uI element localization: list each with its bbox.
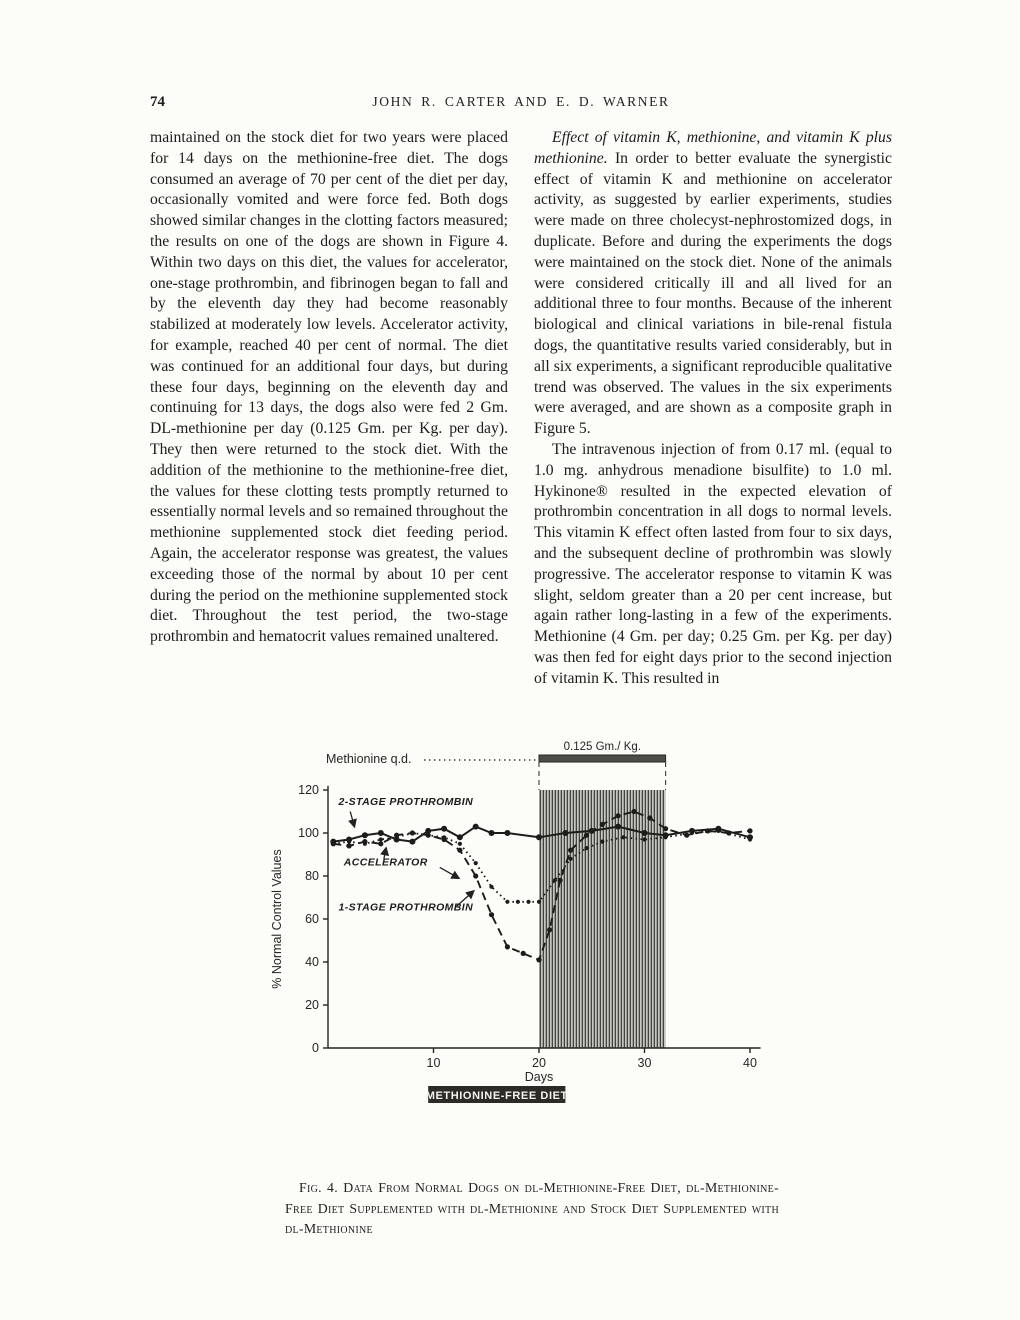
- svg-text:100: 100: [298, 826, 319, 840]
- left-column: [150, 128, 508, 690]
- body-columns: [150, 128, 892, 690]
- svg-text:Days: Days: [524, 1070, 554, 1084]
- methionine-dose-annotation: [326, 741, 666, 790]
- chart-axes: [270, 783, 761, 1084]
- paragraph-text: In order to better evaluate the synergistic effect of vitamin K and methionine on accelerator activity, as suggested by earlier experiments, studies were made on three cholecyst-nephrostomized dogs, in duplicate. Before and during the experiments the dogs were maintained on the stock diet. None of the animals were considered critically ill and all lived for an additional three to four months. Because of the inherent biological and clinical variations in bile-renal fistula dogs, the quantitative results varied considerably, but in all six experiments, a significant reproducible qualitative trend was observed. The values in the six experiments were averaged, and are shown as a composite graph in Figure 5.: [534, 149, 892, 438]
- body-paragraph: The intravenous injection of from 0.17 ml. (equal to 1.0 mg. anhydrous menadione bisulfite) to 1.0 ml. Hykinone® resulted in the expected elevation of prothrombin concentration in all dogs to normal levels. This vitamin K effect often lasted from four to six days, and the subsequent decline of prothrombin was slowly progressive. The accelerator response to vitamin K was slight, seldom greater than a 20 per cent increase, but again rather long-lasting in a few of the experiments. Methionine (4 Gm. per day; 0.25 Gm. per Kg. per day) was then fed for eight days prior to the second injection of vitamin K. This resulted in: [534, 440, 892, 687]
- figure-4: [266, 736, 826, 1240]
- chart-annotation: [343, 848, 459, 878]
- page-header: [150, 94, 892, 114]
- svg-text:METHIONINE-FREE DIET: METHIONINE-FREE DIET: [425, 1090, 568, 1102]
- chart-annotation: [338, 796, 474, 827]
- svg-text:0.125 Gm./ Kg.: 0.125 Gm./ Kg.: [563, 741, 641, 753]
- svg-text:80: 80: [305, 869, 319, 883]
- svg-text:ACCELERATOR: ACCELERATOR: [343, 856, 428, 869]
- figure-chart: [266, 736, 826, 1136]
- diet-label-box: [426, 1086, 568, 1103]
- svg-text:0: 0: [312, 1041, 319, 1055]
- right-column: [534, 128, 892, 690]
- svg-text:60: 60: [305, 912, 319, 926]
- svg-text:1-STAGE PROTHROMBIN: 1-STAGE PROTHROMBIN: [338, 901, 474, 914]
- svg-text:10: 10: [426, 1056, 441, 1070]
- svg-text:% Normal Control Values: % Normal Control Values: [270, 849, 284, 989]
- svg-text:30: 30: [637, 1056, 652, 1070]
- page-number: 74: [150, 94, 165, 110]
- body-paragraph: [534, 128, 892, 440]
- svg-text:20: 20: [305, 998, 319, 1012]
- running-head: JOHN R. CARTER AND E. D. WARNER: [372, 94, 670, 109]
- svg-text:2-STAGE PROTHROMBIN: 2-STAGE PROTHROMBIN: [338, 796, 474, 809]
- svg-text:40: 40: [743, 1056, 757, 1070]
- section-lead-italic: Effect of vitamin K, methionine, and vitamin K plus methionine.: [534, 129, 892, 167]
- body-paragraph: maintained on the stock diet for two years were placed for 14 days on the methionine-free diet. The dogs consumed an average of 70 per cent of the diet per day, occasionally vomited and were force fed. Both dogs showed similar changes in the clotting factors measured; the results on one of the dogs are shown in Figure 4. Within two days on this diet, the values for accelerator, one-stage prothrombin, and fibrinogen began to fall and by the eleventh day they had become reasonably stabilized at moderately low levels. Accelerator activity, for example, reached 40 per cent of normal. The diet was continued for an additional four days, but during these four days, beginning on the eleventh day and continuing for 13 days, the dogs also were fed 2 Gm. DL-methionine per day (0.125 Gm. per Kg. per day). They then were returned to the stock diet. With the addition of the methionine to the methionine-free diet, the values for these clotting tests promptly returned to essentially normal levels and so remained throughout the methionine supplemented stock diet feeding period. Again, the accelerator response was greatest, the values exceeding those of the normal by about 10 per cent during the period on the methionine supplemented stock diet. Throughout the test period, the two-stage prothrombin and hematocrit values remained unaltered.: [150, 129, 508, 646]
- chart-annotation: [339, 891, 474, 913]
- svg-text:20: 20: [532, 1056, 546, 1070]
- svg-text:40: 40: [305, 955, 319, 969]
- figure-caption: Fig. 4. Data From Normal Dogs on dl-Methionine-Free Diet, dl-Methionine-Free Diet Supplemented with dl-Methionine and Stock Diet Supplemented with dl-Methionine: [285, 1180, 779, 1237]
- svg-text:Methionine q.d.: Methionine q.d.: [326, 752, 412, 766]
- svg-text:120: 120: [298, 783, 319, 797]
